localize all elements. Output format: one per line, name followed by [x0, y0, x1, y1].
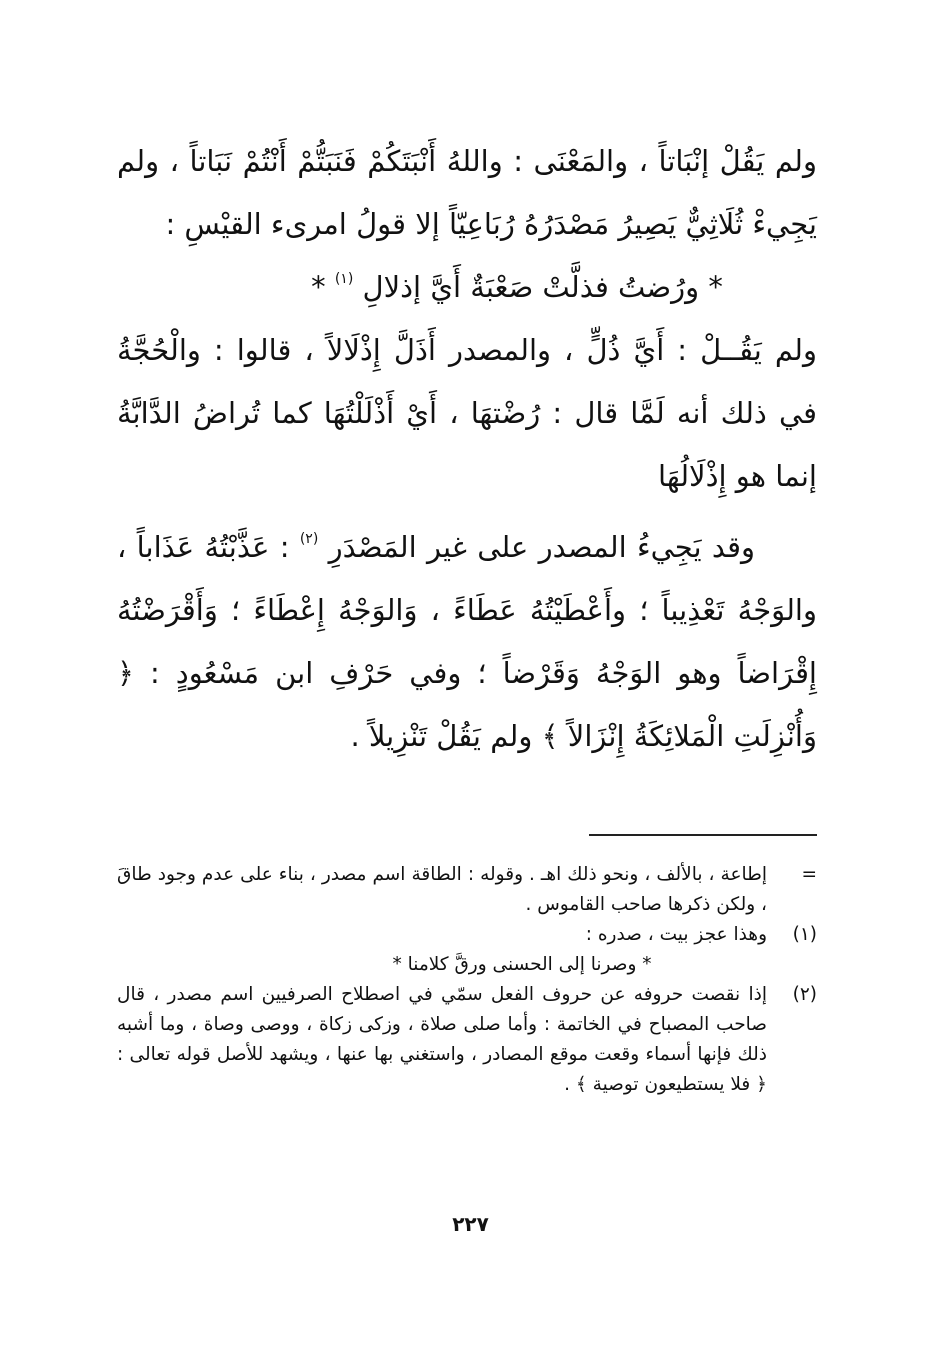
footnote-2-text: إذا نقصت حروفه عن حروف الفعل سمّي في اصطلاح الصرفيين اسم مصدر ، قال صاحب المصباح في الخاتمة : وأما صلى صلاة ، وزكى زكاة ، ووصى وصاة ، وما أشبه ذلك فإنها أسماء وقعت موقع المصادر ، واستغني بها عنها ، ويشهد للأصل قوله تعالى : ﴿ فلا يستطيعون توصية ﴾ .: [117, 984, 767, 1095]
verse-end-mark: *: [311, 270, 326, 304]
footnote-1: [117, 920, 817, 950]
footnote-ref-1: (١): [334, 271, 354, 287]
footnotes: [117, 860, 817, 1100]
footnote-divider: [589, 834, 817, 836]
footnote-1-verse: * وصرنا إلى الحسنى ورقَّ كلامنا *: [392, 954, 652, 975]
footnote-2: [117, 980, 817, 1100]
continuation-mark: =: [801, 864, 817, 885]
paragraph-3-text-b: : عَذَّبْتُهُ عَذَاباً ، والوَجْهُ تَعْذِيباً ؛ وأَعْطَيْتُهُ عَطَاءً ، وَالوَجْهُ إِعْطَاءً ؛ وَأَقْرَضْتُهُ إِقْرَاضاً وهو الوَجْهُ وَقَرْضاً ؛ وفي حَرْفِ ابن مَسْعُودٍ : ﴿ وَأُنْزِلَتِ الْمَلائِكَةُ إِنْزَالاً ﴾ ولم يَقُلْ تَنْزِيلاً .: [117, 530, 817, 753]
footnote-1-mark: (١): [792, 924, 817, 945]
footnote-1-text: وهذا عجز بيت ، صدره :: [585, 924, 767, 945]
main-text: [117, 130, 817, 768]
paragraph-1: [117, 130, 817, 256]
poetry-verse: [117, 256, 817, 319]
paragraph-3-text-a: وقد يَجِيءُ المصدر على غير المَصْدَرِ: [328, 530, 756, 564]
paragraph-3: [117, 516, 817, 768]
paragraph-1-text: ولم يَقُلْ إنْبَاتاً ، والمَعْنَى : واللهُ أَنْبَتَكُمْ فَنَبَتُّمْ أَنْتُمْ نَبَاتاً ، ولم يَجِيءْ ثُلَاثِيٌّ يَصِيرُ مَصْدَرُهُ رُبَاعِيّاً إلا قولُ امرىء القيْسِ :: [117, 144, 817, 241]
continuation-text: إطاعة ، بالألف ، ونحو ذلك اهـ . وقوله : الطاقة اسم مصدر ، بناء على عدم وجود طاقَ ، ولكن ذكرها صاحب القاموس .: [117, 864, 767, 915]
paragraph-2: [117, 319, 817, 508]
footnote-2-mark: (٢): [792, 984, 817, 1005]
paragraph-2-text: ولم يَقُــلْ : أَيَّ ذُلٍّ ، والمصدر أَذَلَّ إِذْلَالاً ، قالوا : والْحُجَّةُ في ذلك أنه لَمَّا قال : رُضْتهَا ، أَيْ أَذْلَلْتُهَا كما تُراضُ الدَّابَّةُ إنما هو إِذْلَالُهَا: [117, 333, 817, 493]
page-number: ٢٢٧: [452, 1212, 489, 1236]
footnote-continuation: [117, 860, 817, 920]
footnote-ref-2: (٢): [299, 531, 319, 547]
verse-text: * ورُضتُ فذلَّتْ صَعْبَةٌ أَيَّ إذلالِ: [362, 270, 723, 304]
